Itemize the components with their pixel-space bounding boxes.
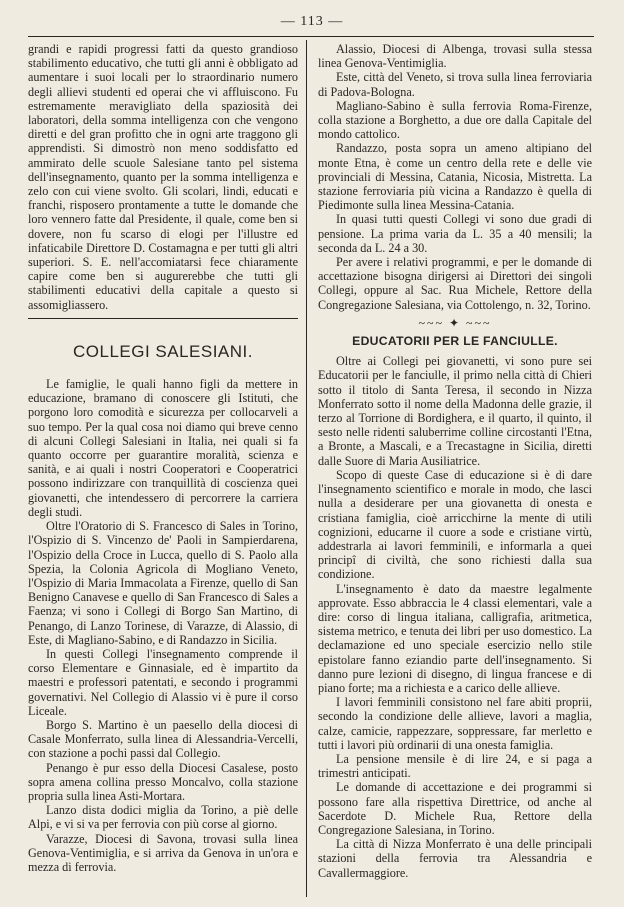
paragraph: Le domande di accettazione e dei programmi si possono fare alla rispettiva Direttrice, od anche al Sacerdote D. Michele Rua, Rettore della Congregazione Salesiana, in Torino. xyxy=(318,780,592,837)
column-divider xyxy=(306,40,307,897)
paragraph: Oltre l'Oratorio di S. Francesco di Sales in Torino, l'Ospizio di S. Vincenzo de' Paoli in Sampierdarena, l'Ospizio della Croce in Lucca, quello di S. Paolo alla Spezia, la Colonia Agricola di Mogliano Veneto, l'Ospizio di Maria Immacolata a Firenze, quello di San Benigno Canavese e quello di San Francesco di Sales a Faenza; vi sono i Collegi di Borgo San Martino, di Penango, di Lanzo Torinese, di Varazze, di Alassio, di Este, di Magliano-Sabino, e di Randazzo in Sicilia. xyxy=(28,519,298,647)
section-heading-educatorii: EDUCATORII PER LE FANCIULLE. xyxy=(352,334,558,349)
ornament-divider: ~~~ ✦ ~~~ xyxy=(418,315,492,330)
paragraph: Varazze, Diocesi di Savona, trovasi sulla linea Genova-Ventimiglia, e si arriva da Genova in un'ora e mezza di ferrovia. xyxy=(28,831,298,874)
paragraph: Per avere i relativi programmi, e per le domande di accettazione bisogna dirigersi ai Direttori dei singoli Collegi, oppure al Sac. Rua Michele, Rettore della Congregazione Salesiana, via Cottolengo, n. 32, Torino. xyxy=(318,255,592,312)
paragraph: Oltre ai Collegi pei giovanetti, vi sono pure sei Educatorii per le fanciulle, il primo nella città di Chieri sotto il titolo di Santa Teresa, il secondo in Nizza Monferrato sotto il nome della Madonna delle grazie, il terzo al Torrione di Bordighera, e il quarto, il quinto, il sesto nelle ridenti saluberrime colline circostanti l'Etna, a Bronte, a Mascali, e a Trecastagne in Sicilia, diretti dalle Suore di Maria Ausiliatrice. xyxy=(318,354,592,468)
right-column xyxy=(318,42,592,880)
paragraph: La città di Nizza Monferrato è una delle principali stazioni della ferrovia tra Alessandria e Cavallermaggiore. xyxy=(318,837,592,880)
article-continuation: grandi e rapidi progressi fatti da questo grandioso stabilimento educativo, che tutti gli anni è obbligato ad aumentare i suoi locali per lo straordinario numero degli allievi studenti ed operai che vi affluiscono. Fu estremamente meravigliato della spaziosità dei laboratori, della somma intelligenza con che vengono diretti e del gran profitto che in ogni arte traggono gli apprendisti. Si dimostrò non meno soddisfatto ed ammirato delle scuole Salesiane tanto pel sistema dell'insegnamento, quanto per la somma intelligenza e zelo con cui viene svolto. Gli scolari, lindi, educati e franchi, risposero prontamente a tutte le domande che loro vennero fatte dal Presidente, il quale, come ben si dovere, non fu scarso di elogi per l'illustre ed infaticabile Direttore D. Costamagna e per tutti gli altri superiori. S. E. nell'accomiatarsi fece chiaramente capire come ben si augurerebbe che tutti gli stabilimenti educativi della capitale a questo si assomigliassero. xyxy=(28,42,298,312)
paragraph: Penango è pur esso della Diocesi Casalese, posto sopra amena collina presso Moncalvo, colla stazione propria sulla linea Asti-Mortara. xyxy=(28,760,298,803)
section-heading-collegi: COLLEGI SALESIANI. xyxy=(72,341,253,361)
paragraph: Le famiglie, le quali hanno figli da mettere in educazione, bramano di conoscere gli Istituti, che porgono loro comodità e sicurezza per collocarveli a suo tempo. Per la qual cosa noi diamo qui breve cenno di alcuni Collegi Salesiani in Italia, nei quali si fa quanto occorre per guarantire moralità, scienza e sanità, e ai quali i nostri Cooperatori e Cooperatrici possono indirizzare con tranquillità di coscienza quei giovanetti, che intendessero di percorrere la carriera degli studi. xyxy=(28,377,298,519)
page-number: — 113 — xyxy=(280,14,344,29)
paragraph: In questi Collegi l'insegnamento comprende il corso Elementare e Ginnasiale, ed è impartito da maestri e professori patentati, e secondo i programmi governativi. Nel Collegio di Alassio vi è pure il corso Liceale. xyxy=(28,646,298,718)
top-rule xyxy=(28,36,594,37)
paragraph: Scopo di queste Case di educazione si è di dare l'insegnamento scientifico e morale in modo, che lasci nulla a desiderare per una giovanetta di onesta e cristiana famiglia, cioè arricchirne la mente di utili cognizioni, educarne il cuore a sode e cristiane virtù, addestrarla ai lavori femminili, e informarla a quei principî di civiltà, che sono richiesti dalla sua condizione. xyxy=(318,467,592,582)
paragraph: Borgo S. Martino è un paesello della diocesi di Casale Monferrato, sulla linea di Alessandria-Vercelli, con stazione a pochi passi dal Collegio. xyxy=(28,717,298,761)
left-column xyxy=(28,42,298,874)
paragraph: Este, città del Veneto, si trova sulla linea ferroviaria di Padova-Bologna. xyxy=(318,70,592,99)
paragraph: In quasi tutti questi Collegi vi sono due gradi di pensione. La prima varia da L. 35 a 40 mensili; la seconda da L. 24 a 30. xyxy=(318,212,592,255)
paragraph: Alassio, Diocesi di Albenga, trovasi sulla stessa linea Genova-Ventimiglia. xyxy=(318,42,592,71)
paragraph: La pensione mensile è di lire 24, e si paga a trimestri anticipati. xyxy=(318,751,592,781)
paragraph: L'insegnamento è dato da maestre legalmente approvate. Esso abbraccia le 4 classi elementari, vale a dire: corso di lingua italiana, calligrafia, aritmetica, sistema metrico, e tenuta dei libri per uso domestico. La declamazione ed uno speciale esercizio nello stile epistolare fanno eziandio parte dell'insegnamento. Si danno pure lezioni di disegno, di lingua francese e di piano forte; ma a richiesta e a carico delle allieve. xyxy=(318,581,592,695)
section-separator xyxy=(28,318,298,319)
paragraph: I lavori femminili consistono nel fare abiti proprii, secondo la condizione delle allieve, lavori a maglia, calze, camicie, rappezzare, soppressare, far merletto e tutti i lavori più ordinarii di una onesta famiglia. xyxy=(318,695,592,752)
paragraph: Magliano-Sabino è sulla ferrovia Roma-Firenze, colla stazione a Borghetto, a due ore dalla Capitale del mondo cattolico. xyxy=(318,98,592,142)
paragraph: Randazzo, posta sopra un ameno altipiano del monte Etna, è come un centro della rete e delle vie provinciali di Messina, Catania, Nicosia, Mistretta. La stazione ferroviaria più vicina a Randazzo è quella di Piedimonte sulla linea Messina-Catania. xyxy=(318,141,592,213)
paragraph: Lanzo dista dodici miglia da Torino, a piè delle Alpi, e vi si va per ferrovia con più corse al giorno. xyxy=(28,803,298,832)
